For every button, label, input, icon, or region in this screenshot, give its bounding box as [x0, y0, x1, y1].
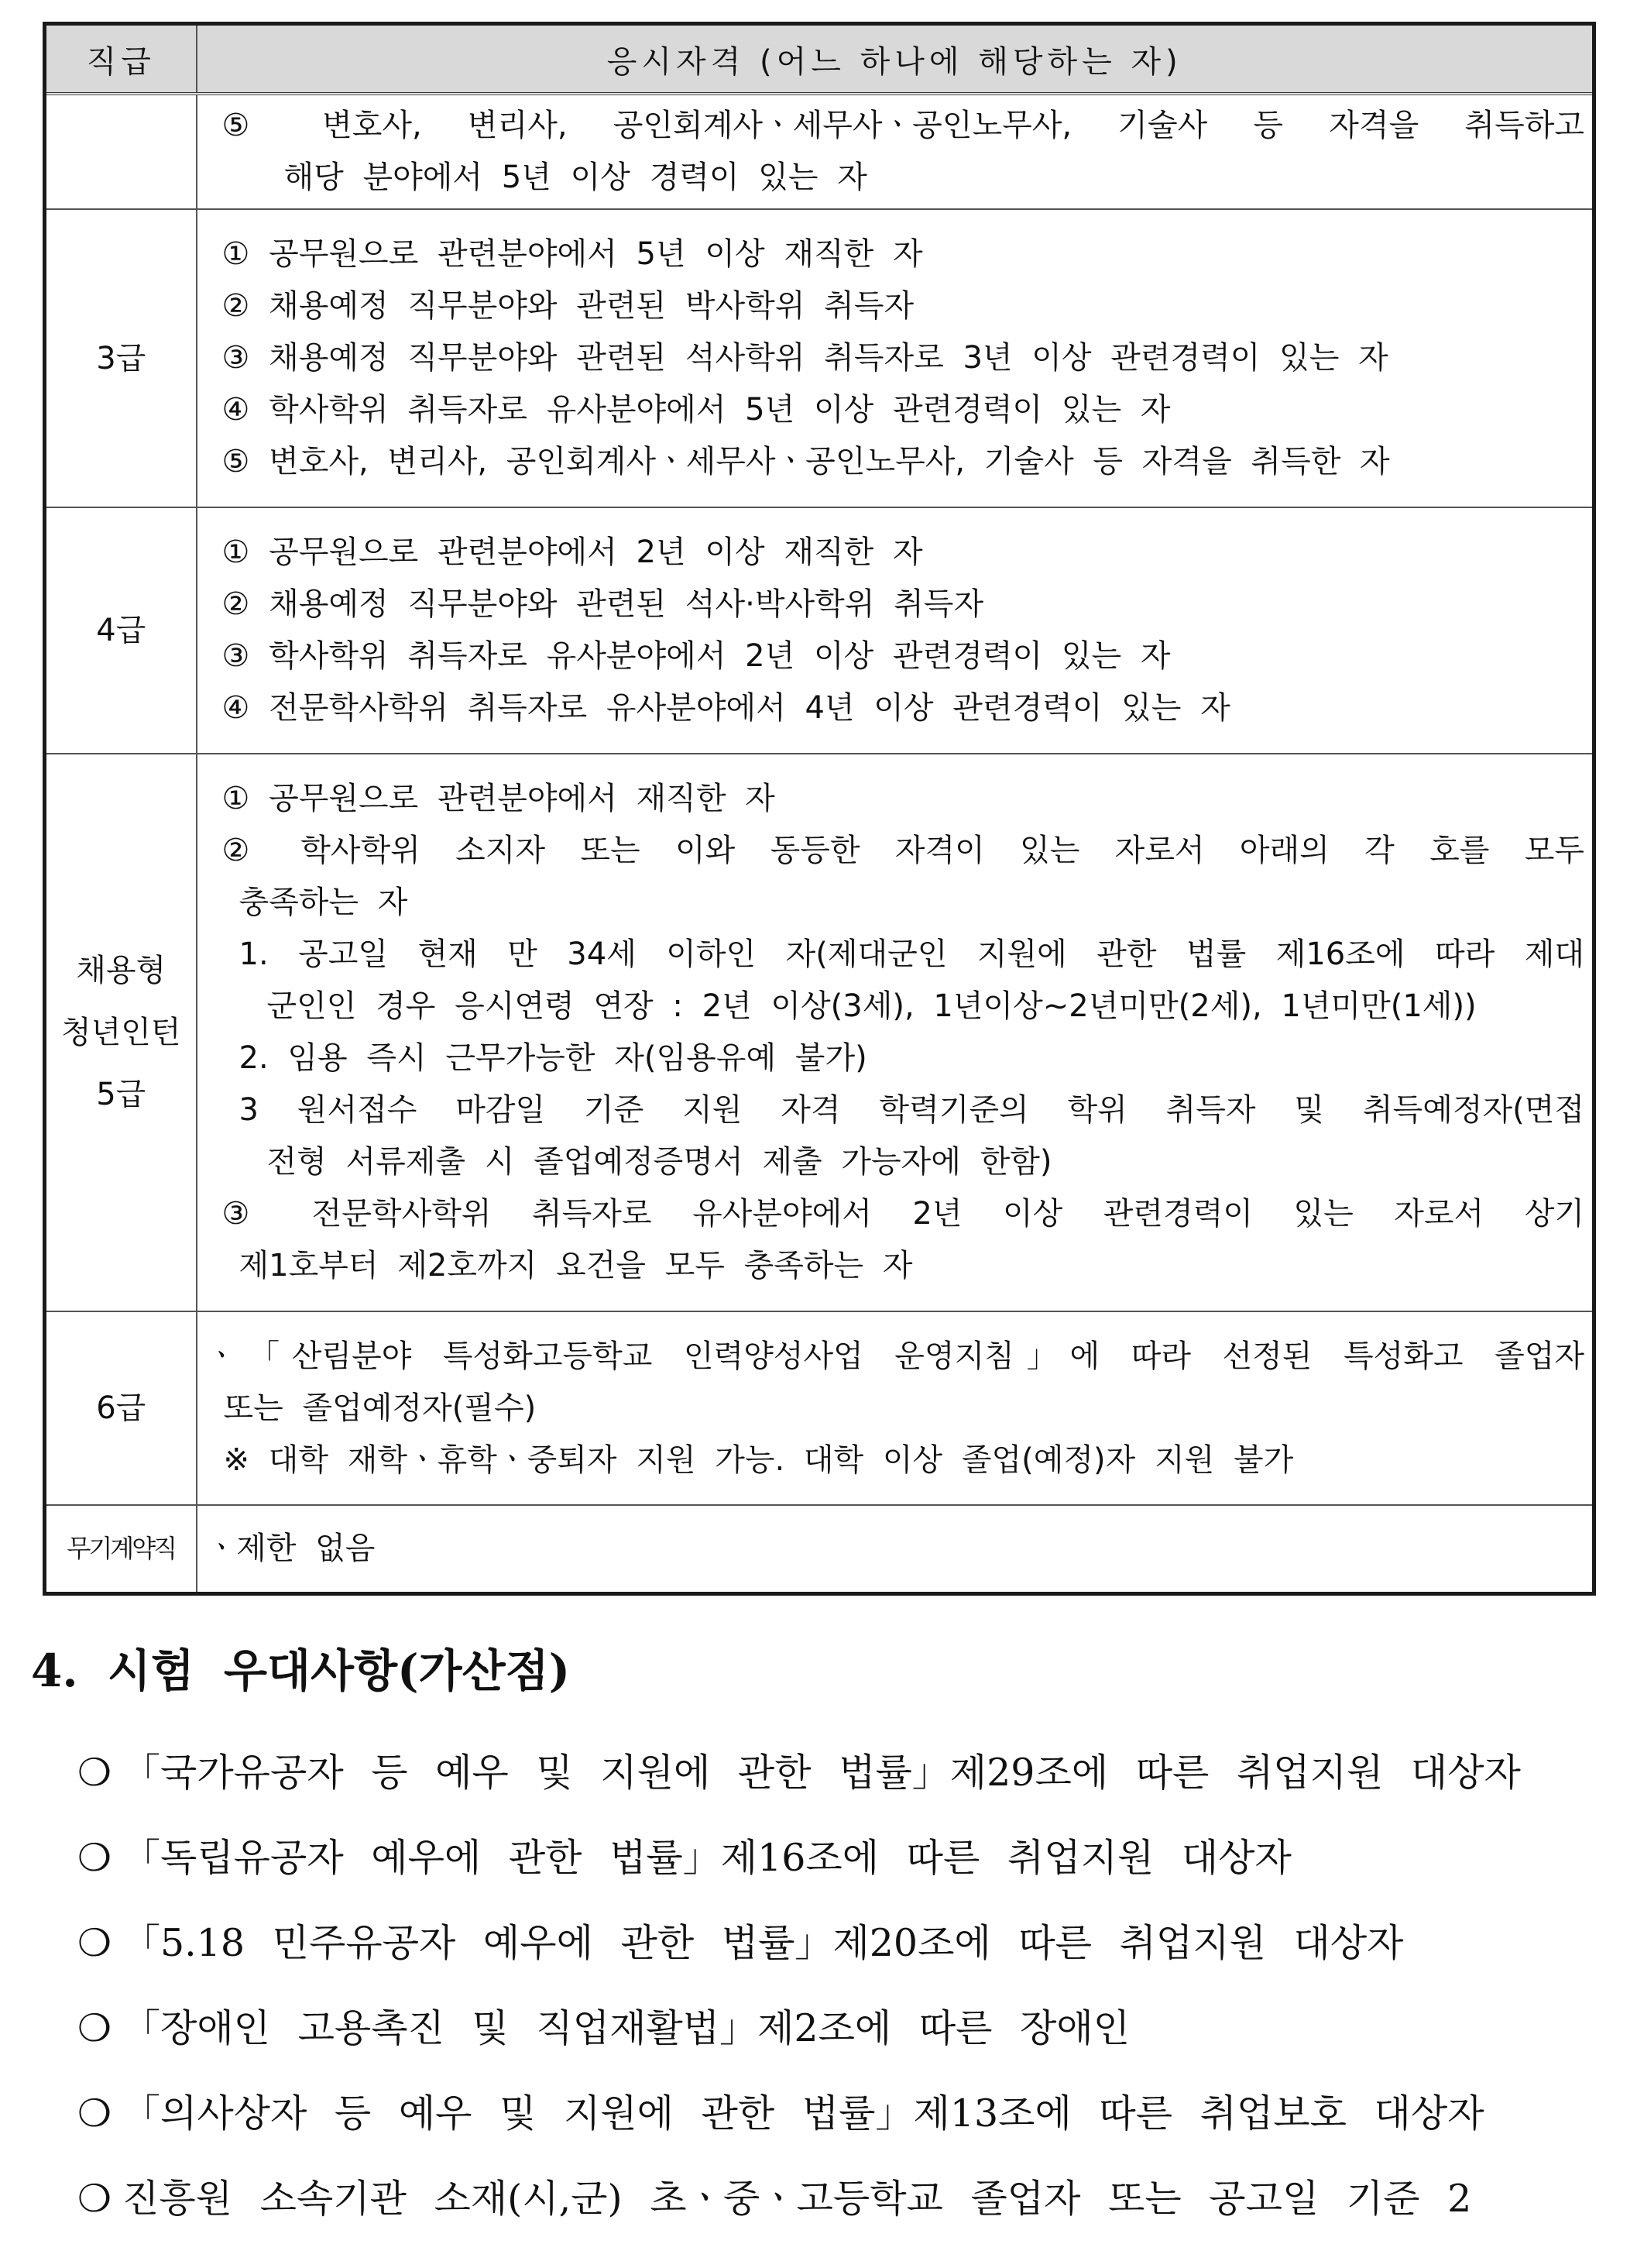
- grade-label-line: 채용형: [76, 953, 166, 988]
- table-row: [45, 209, 1594, 507]
- qualification-cell: [197, 754, 1594, 1311]
- preference-text: 「5.18 민주유공자 예우에 관한 법률」제20조에 따른 취업지원 대상자: [122, 1921, 1404, 1965]
- preference-text: 「의사상자 등 예우 및 지원에 관한 법률」제13조에 따른 취업보호 대상자: [122, 2091, 1484, 2136]
- qualification-cell: [197, 1311, 1594, 1505]
- list-item: [77, 2156, 1595, 2242]
- qualification-table: [43, 22, 1596, 1596]
- qualification-cell: [197, 94, 1594, 209]
- table-header-row: [45, 24, 1594, 94]
- list-item: [77, 1816, 1595, 1901]
- preference-text: 「독립유공자 예우에 관한 법률」제16조에 따른 취업지원 대상자: [122, 1836, 1292, 1880]
- circle-bullet-icon: ❍: [77, 1836, 112, 1880]
- preference-text: 「국가유공자 등 예우 및 지원에 관한 법률」제29조에 따른 취업지원 대상자: [122, 1751, 1521, 1795]
- grade-cell: [45, 94, 197, 209]
- preference-text: 진흥원 소속기관 소재(시,군) 초ㆍ중ㆍ고등학교 졸업자 또는 공고일 기준 2: [122, 2177, 1472, 2221]
- circle-bullet-icon: ❍: [77, 2177, 112, 2221]
- list-item: [77, 1901, 1595, 1986]
- circle-bullet-icon: ❍: [77, 2091, 112, 2136]
- grade-cell: 6급: [45, 1311, 197, 1505]
- qualification-line: 전형 서류제출 시 졸업예정증명서 제출 가능자에 한함): [266, 1144, 1052, 1180]
- qualification-line: ② 채용예정 직무분야와 관련된 석사·박사학위 취득자: [221, 586, 984, 622]
- table-row: [45, 1311, 1594, 1505]
- qualification-line: ④ 학사학위 취득자로 유사분야에서 5년 이상 관련경력이 있는 자: [221, 392, 1171, 428]
- grade-cell: 무기계약직: [45, 1505, 197, 1593]
- grade-cell: [45, 754, 197, 1311]
- qualification-line: 2. 임용 즉시 근무가능한 자(임용유예 불가): [239, 1040, 867, 1076]
- table-row: [45, 754, 1594, 1311]
- circle-bullet-icon: ❍: [77, 1751, 112, 1795]
- qualification-line: 1. 공고일 현재 만 34세 이하인 자(제대군인 지원에 관한 법률 제16조에 따라 제대: [239, 936, 1584, 972]
- qualification-line: ③ 채용예정 직무분야와 관련된 석사학위 취득자로 3년 이상 관련경력이 있는 자: [221, 340, 1388, 376]
- qualification-line: ⑤ 변호사, 변리사, 공인회계사ㆍ세무사ㆍ공인노무사, 기술사 등 자격을 취득한 자: [221, 444, 1390, 479]
- qualification-cell: [197, 209, 1594, 507]
- qualification-line: ① 공무원으로 관련분야에서 2년 이상 재직한 자: [221, 534, 923, 570]
- table-row: [45, 507, 1594, 754]
- circle-bullet-icon: ❍: [77, 2006, 112, 2050]
- qualification-line: ㆍ「산림분야 특성화고등학교 인력양성사업 운영지침」에 따라 선정된 특성화고 졸업자: [206, 1338, 1584, 1374]
- grade-cell: 4급: [45, 507, 197, 754]
- qualification-line: ① 공무원으로 관련분야에서 재직한 자: [221, 781, 775, 816]
- qualification-line: ② 학사학위 소지자 또는 이와 동등한 자격이 있는 자로서 아래의 각 호를 모두: [221, 833, 1584, 868]
- qualification-line: ㆍ제한 없음: [206, 1530, 376, 1566]
- qualification-cell: [197, 1505, 1594, 1593]
- qualification-line: ② 채용예정 직무분야와 관련된 박사학위 취득자: [221, 288, 915, 324]
- list-item: [77, 2071, 1595, 2156]
- preference-list: [77, 1730, 1595, 2242]
- header-qualification: 응시자격 (어느 하나에 해당하는 자): [197, 24, 1594, 94]
- grade-cell: 3급: [45, 209, 197, 507]
- qualification-line: ⑤ 변호사, 변리사, 공인회계사ㆍ세무사ㆍ공인노무사, 기술사 등 자격을 취득하고: [221, 108, 1584, 143]
- qualification-line: 군인인 경우 응시연령 연장 : 2년 이상(3세), 1년이상∼2년미만(2세), 1년미만(1세)): [266, 988, 1477, 1024]
- qualification-line: ③ 전문학사학위 취득자로 유사분야에서 2년 이상 관련경력이 있는 자로서 상기: [221, 1196, 1584, 1232]
- qualification-line: 충족하는 자: [239, 885, 408, 920]
- circle-bullet-icon: ❍: [77, 1921, 112, 1965]
- table-row: [45, 94, 1594, 209]
- list-item: [77, 1986, 1595, 2071]
- list-item: [77, 1730, 1595, 1816]
- qualification-line: 또는 졸업예정자(필수): [223, 1390, 537, 1426]
- qualification-line: ※ 대학 재학ㆍ휴학ㆍ중퇴자 지원 가능. 대학 이상 졸업(예정)자 지원 불가: [223, 1442, 1294, 1478]
- qualification-cell: [197, 507, 1594, 754]
- qualification-line: 제1호부터 제2호까지 요건을 모두 충족하는 자: [239, 1248, 913, 1283]
- grade-label-line: 5급: [96, 1077, 146, 1112]
- section-heading: 4. 시험 우대사항(가산점): [31, 1644, 571, 1697]
- qualification-line: 해당 분야에서 5년 이상 경력이 있는 자: [283, 160, 867, 195]
- qualification-line: ① 공무원으로 관련분야에서 5년 이상 재직한 자: [221, 236, 923, 272]
- qualification-line: 3 원서접수 마감일 기준 지원 자격 학력기준의 학위 취득자 및 취득예정자(면접: [239, 1092, 1584, 1128]
- grade-label-line: 청년인턴: [60, 1015, 181, 1050]
- qualification-line: ④ 전문학사학위 취득자로 유사분야에서 4년 이상 관련경력이 있는 자: [221, 690, 1230, 726]
- qualification-line: ③ 학사학위 취득자로 유사분야에서 2년 이상 관련경력이 있는 자: [221, 638, 1171, 674]
- header-grade: 직급: [45, 24, 197, 94]
- preference-text: 「장애인 고용촉진 및 직업재활법」제2조에 따른 장애인: [122, 2006, 1131, 2050]
- table-row: [45, 1505, 1594, 1593]
